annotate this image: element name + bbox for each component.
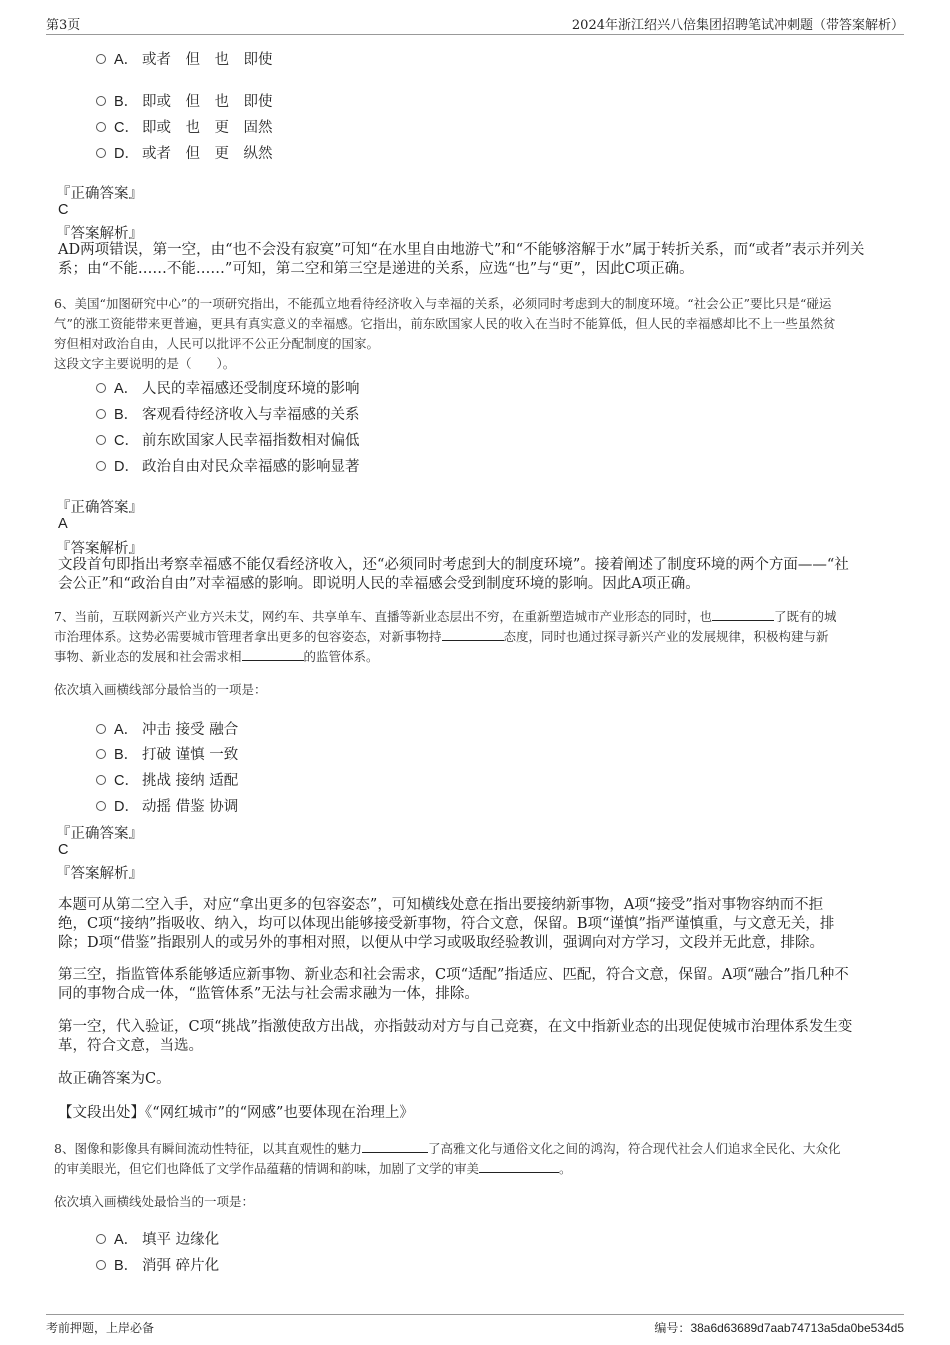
fill-blank: [479, 1160, 559, 1173]
q6-option-b[interactable]: B． 客观看待经济收入与幸福感的关系: [96, 403, 360, 424]
q6-option-a[interactable]: A． 人民的幸福感还受制度环境的影响: [96, 377, 360, 398]
q5-answer: C: [58, 202, 69, 218]
q7-analysis-para-1: 本题可从第二空入手，对应“拿出更多的包容姿态”，可知横线处意在指出要接纳新事物，A项“接受”指对事物容纳而不拒 绝，C项“接纳”指吸收、纳入，均可以体现出能够接受新事物，符合文意，保留。B项“谨慎”指严谨慎重，与文意无关，排 除；D项“借鉴”指跟别人的或另外的事相对照，以便从中学习或吸取经验教训，强调向对方学习，文段并无此意，排除。: [58, 897, 835, 951]
radio-icon[interactable]: [96, 409, 106, 419]
radio-icon[interactable]: [96, 1234, 106, 1244]
radio-icon[interactable]: [96, 54, 106, 64]
footer-slogan: 考前押题，上岸必备: [46, 1321, 155, 1335]
radio-icon[interactable]: [96, 461, 106, 471]
q7-analysis-para-2: 第三空，指监管体系能够适应新事物、新业态和社会需求，C项“适配”指适应、匹配，符合文意，保留。A项“融合”指几种不 同的事物合成一体，“监管体系”无法与社会需求融为一体，排除。: [58, 967, 849, 1002]
q7-prompt: 依次填入画横线部分最恰当的一项是：: [54, 682, 267, 697]
q5-option-b[interactable]: B． 即或 但 也 即使: [96, 90, 273, 111]
q5-analysis: AD两项错误，第一空，由“也不会没有寂寞”可知“在水里自由地游弋”和“不能够溶解于水”属于转折关系，而“或者”表示并列关 系；由“不能……不能……”可知，第二空和第三空是递进的关系，应选“也”与“更”，因此C项正确。: [58, 242, 865, 277]
q8-option-b[interactable]: B． 消弭 碎片化: [96, 1254, 219, 1275]
q7-source: 【文段出处】《“网红城市”的“网感”也要体现在治理上》: [58, 1105, 414, 1121]
document-title: 2024年浙江绍兴八倍集团招聘笔试冲刺题（带答案解析）: [571, 18, 904, 33]
q5-option-a[interactable]: A． 或者 但 也 即使: [96, 48, 273, 69]
q7-correct-label: 『正确答案』: [56, 826, 143, 842]
q5-option-d[interactable]: D． 或者 但 更 纵然: [96, 142, 273, 163]
radio-icon[interactable]: [96, 801, 106, 811]
q6-correct-label: 『正确答案』: [56, 500, 143, 516]
q7-answer: C: [58, 842, 69, 858]
fill-blank: [442, 628, 504, 641]
q7-conclusion: 故正确答案为C。: [58, 1071, 171, 1087]
radio-icon[interactable]: [96, 724, 106, 734]
radio-icon[interactable]: [96, 96, 106, 106]
q8-prompt: 依次填入画横线处最恰当的一项是：: [54, 1194, 255, 1209]
radio-icon[interactable]: [96, 148, 106, 158]
q6-answer: A: [58, 516, 68, 532]
fill-blank: [362, 1140, 428, 1153]
q6-analysis-label: 『答案解析』: [56, 541, 143, 557]
q7-analysis-para-3: 第一空，代入验证，C项“挑战”指激使敌方出战，亦指鼓动对方与自己竞赛，在文中指新业态的出现促使城市治理体系发生变 革，符合文意，当选。: [58, 1019, 853, 1054]
page-number: 第3页: [46, 18, 81, 33]
q8-option-a[interactable]: A． 填平 边缘化: [96, 1228, 219, 1249]
q7-option-b[interactable]: B． 打破 谨慎 一致: [96, 743, 238, 764]
radio-icon[interactable]: [96, 1260, 106, 1270]
radio-icon[interactable]: [96, 749, 106, 759]
q7-option-c[interactable]: C． 挑战 接纳 适配: [96, 769, 238, 790]
document-code: 编号：38a6d63689d7aab74713a5da0be534d5: [654, 1321, 904, 1335]
q5-analysis-label: 『答案解析』: [56, 226, 143, 242]
page-footer: [46, 1314, 904, 1335]
q6-option-d[interactable]: D． 政治自由对民众幸福感的影响显著: [96, 455, 360, 476]
q6-stem: 6、美国“加图研究中心”的一项研究指出，不能孤立地看待经济收入与幸福的关系，必须同时考虑到大的制度环境。“社会公正”要比只是“碰运 气”的涨工资能带来更普遍，更具有真实意义的幸福感。它指出，前东欧国家人民的收入在当时不能算低，但人民的幸福感却比不上一些虽然贫 穷但相对政治自由，人民可以批评不公正分配制度的国家。 这段文字主要说明的是（ ）。: [54, 296, 836, 371]
q7-analysis-label: 『答案解析』: [56, 866, 143, 882]
q6-analysis: 文段首句即指出考察幸福感不能仅看经济收入，还“必须同时考虑到大的制度环境”。接着阐述了制度环境的两个方面——“社 会公正”和“政治自由”对幸福感的影响。即说明人民的幸福感会受到制度环境的影响。因此A项正确。: [58, 557, 849, 592]
radio-icon[interactable]: [96, 775, 106, 785]
fill-blank: [242, 648, 304, 661]
q7-option-a[interactable]: A． 冲击 接受 融合: [96, 718, 238, 739]
radio-icon[interactable]: [96, 383, 106, 393]
q5-option-c[interactable]: C． 即或 也 更 固然: [96, 116, 273, 137]
fill-blank: [712, 608, 774, 621]
radio-icon[interactable]: [96, 122, 106, 132]
q7-stem: 7、当前，互联网新兴产业方兴未艾，网约车、共享单车、直播等新业态层出不穷，在重新塑造城市产业形态的同时，也 了既有的城 市治理体系。这势必需要城市管理者拿出更多的包容姿态，对新事物持 态度，同时也通过探寻新兴产业的发展规律，积极构建与新 事物、新业态的发展和社会需求相 的监管体系。: [54, 609, 837, 664]
q8-stem: 8、图像和影像具有瞬间流动性特征，以其直观性的魅力 了高雅文化与通俗文化之间的鸿沟，符合现代社会人们追求全民化、大众化 的审美眼光，但它们也降低了文学作品蕴藉的情调和韵味，加剧了文学的审美 。: [54, 1141, 841, 1176]
q5-correct-label: 『正确答案』: [56, 186, 143, 202]
q6-option-c[interactable]: C． 前东欧国家人民幸福指数相对偏低: [96, 429, 360, 450]
q7-option-d[interactable]: D． 动摇 借鉴 协调: [96, 795, 238, 816]
radio-icon[interactable]: [96, 435, 106, 445]
page-header: [46, 14, 904, 35]
